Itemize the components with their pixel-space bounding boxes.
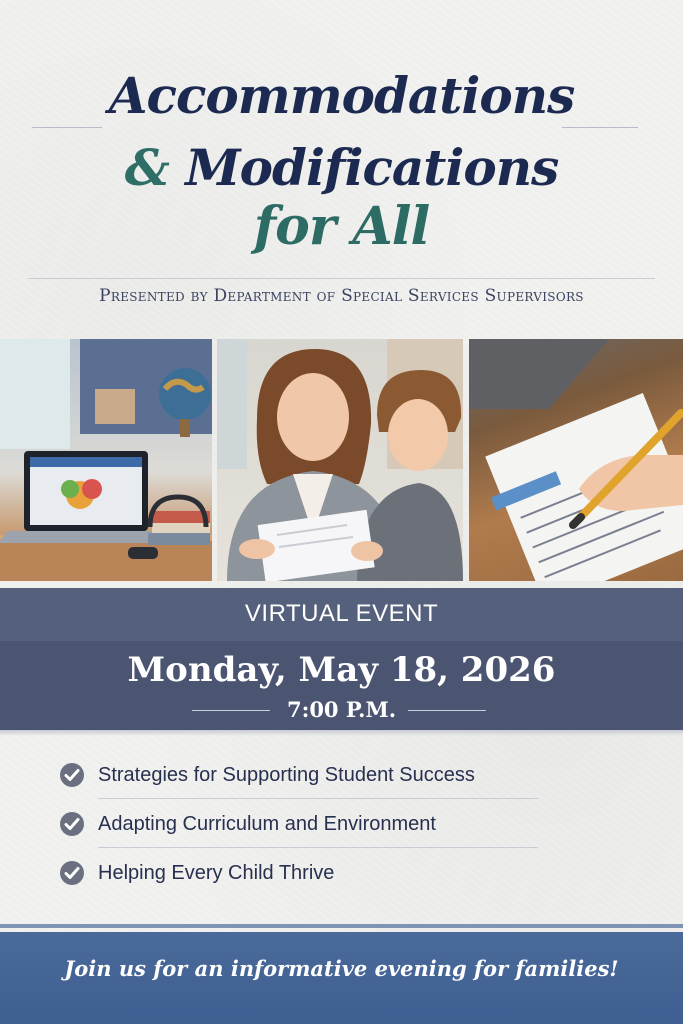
title-line-1: Accommodations [108,66,575,125]
worksheet-pencil-illustration [469,339,683,581]
checkmark-icon [60,763,84,787]
title-ampersand: & [124,138,169,197]
topic-divider [98,798,538,799]
topic-label: Adapting Curriculum and Environment [98,813,436,835]
title-rule-left [32,127,102,128]
band-shadow [0,730,683,736]
topic-divider [98,847,538,848]
worksheet-pencil-photo [469,339,683,581]
photo-strip [0,339,683,581]
checkmark-icon [60,812,84,836]
title-line-2 [0,138,683,197]
topic-label: Strategies for Supporting Student Success [98,764,475,786]
teacher-student-photo [217,339,463,581]
laptop-desk-illustration [0,339,212,581]
list-item [58,854,538,903]
topic-label: Helping Every Child Thrive [98,862,335,884]
list-item [58,805,538,854]
event-time: 7:00 P.M. [286,697,397,722]
title-rule-right [562,127,638,128]
laptop-desk-photo [0,339,212,581]
list-item [58,756,538,805]
subtitle-rule [28,278,655,279]
checkmark-icon [60,861,84,885]
event-date: Monday, May 18, 2026 [127,650,556,690]
presenter-line: Presented by Department of Special Services Supervisors [99,286,584,306]
footer-accent-line [0,924,683,928]
title-line-2-text: Modifications [168,138,559,197]
title-line-3: for All [253,196,430,257]
event-type: VIRTUAL EVENT [244,600,439,627]
teacher-student-illustration [217,339,463,581]
footer-tagline: Join us for an informative evening for families! [64,956,619,981]
topic-list [58,756,538,903]
